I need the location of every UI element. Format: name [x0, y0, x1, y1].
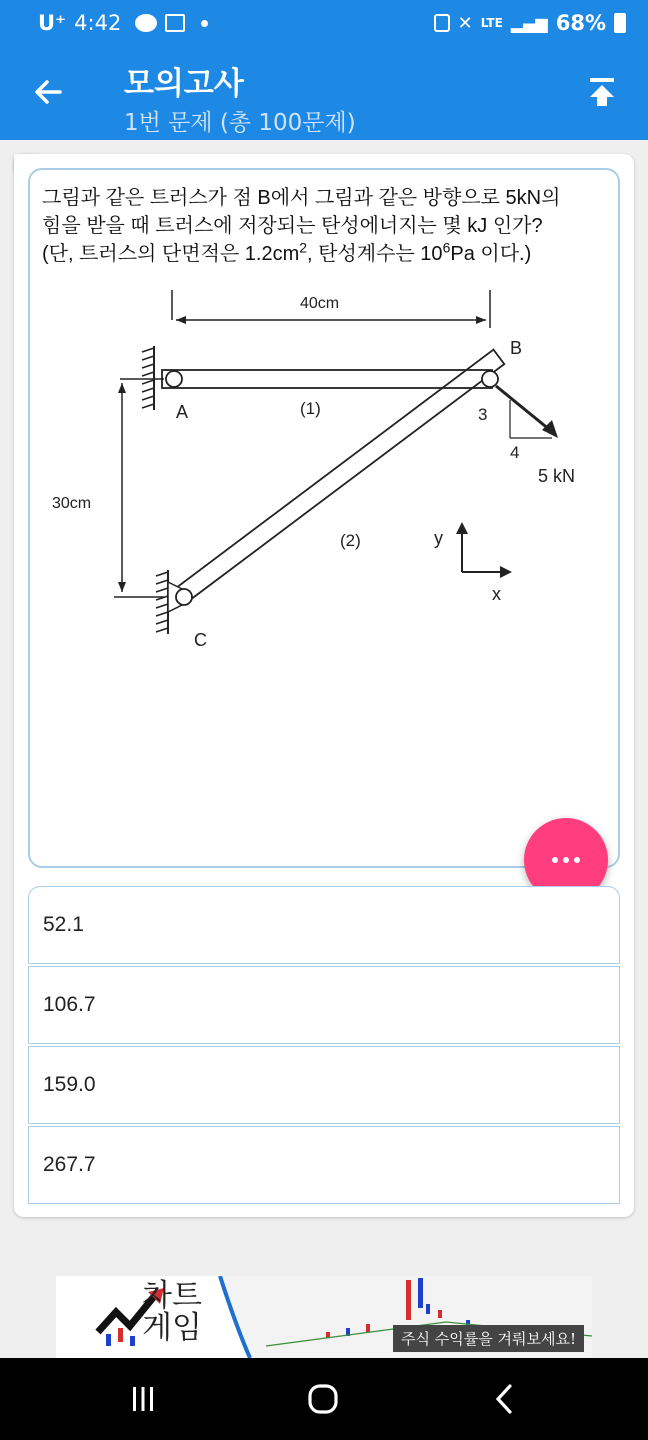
answer-option-2[interactable]	[28, 966, 620, 1044]
network-label: LTE	[480, 16, 503, 30]
scroll-top-button[interactable]	[582, 72, 622, 112]
ratio-4-label: 4	[510, 443, 520, 462]
battery-icon	[614, 13, 626, 33]
axis-x-label: x	[492, 584, 501, 604]
navigation-bar	[0, 1358, 648, 1440]
truss-figure	[44, 290, 608, 670]
talk-icon	[135, 14, 157, 32]
chevron-left-icon	[490, 1382, 520, 1416]
question-box	[28, 168, 620, 868]
home-icon	[306, 1382, 340, 1416]
more-dot-icon	[563, 857, 569, 863]
question-line-1: 그림과 같은 트러스가 점 B에서 그림과 같은 방향으로 5kN의	[42, 187, 561, 209]
lock-icon	[434, 14, 450, 32]
recent-apps-icon	[128, 1384, 158, 1414]
ad-title-line-2: 게임	[142, 1310, 202, 1346]
more-dot-icon	[552, 857, 558, 863]
status-bar	[0, 0, 648, 46]
back-button[interactable]	[28, 72, 68, 112]
clock: 4:42	[74, 11, 122, 35]
ad-caption: 주식 수익률을 겨뤄보세요!	[393, 1325, 584, 1352]
recent-apps-button[interactable]	[118, 1378, 168, 1420]
dim-height-label: 30cm	[52, 495, 92, 512]
app-bar	[0, 46, 648, 140]
question-line-3b: , 탄성계수는 10	[307, 243, 443, 265]
ad-chart-image	[206, 1276, 592, 1358]
answer-option-label: 106.7	[43, 993, 96, 1016]
home-button[interactable]	[298, 1378, 348, 1420]
page-subtitle: 1번 문제 (총 100문제)	[124, 110, 356, 136]
member-1-label: (1)	[300, 399, 321, 418]
question-line-3	[42, 240, 612, 268]
superscript-exponent: 6	[442, 239, 451, 256]
signal-icon: ▂▄▆	[510, 13, 548, 33]
question-line-2: 힘을 받을 때 트러스에 저장되는 탄성에너지는 몇 kJ 인가?	[42, 215, 543, 237]
answer-option-label: 159.0	[43, 1073, 96, 1096]
question-line-3a: (단, 트러스의 단면적은 1.2cm	[42, 243, 300, 265]
more-dot-icon	[574, 857, 580, 863]
ad-banner[interactable]	[56, 1276, 592, 1358]
back-nav-button[interactable]	[480, 1378, 530, 1420]
page-title: 모의고사	[124, 66, 244, 102]
mute-icon: ✕	[457, 12, 473, 34]
dim-width-label: 40cm	[300, 295, 340, 312]
axis-y-label: y	[434, 528, 443, 548]
label-a: A	[176, 402, 189, 422]
question-line-3c: Pa 이다.)	[450, 243, 532, 265]
answer-option-label: 52.1	[43, 913, 84, 936]
member-2-label: (2)	[340, 531, 361, 550]
label-b: B	[510, 338, 523, 358]
question-text	[42, 184, 612, 268]
answer-option-label: 267.7	[43, 1153, 96, 1176]
gallery-icon	[165, 14, 185, 32]
status-left	[38, 11, 208, 35]
force-label: 5 kN	[538, 466, 576, 486]
label-c: C	[194, 630, 207, 650]
battery-label: 68%	[555, 11, 606, 35]
scroll-to-top-icon	[587, 76, 617, 108]
ad-title	[142, 1280, 202, 1344]
status-right	[434, 11, 626, 35]
more-notifications-icon	[201, 20, 208, 27]
carrier-label: U⁺	[38, 11, 67, 35]
superscript-area: 2	[299, 239, 308, 256]
answer-option-3[interactable]	[28, 1046, 620, 1124]
arrow-left-icon	[32, 76, 64, 108]
answer-option-4[interactable]	[28, 1126, 620, 1204]
ratio-3-label: 3	[478, 405, 488, 424]
question-card	[14, 154, 634, 1217]
ad-title-line-1: 차트	[142, 1278, 202, 1314]
answer-option-1[interactable]	[28, 886, 620, 964]
